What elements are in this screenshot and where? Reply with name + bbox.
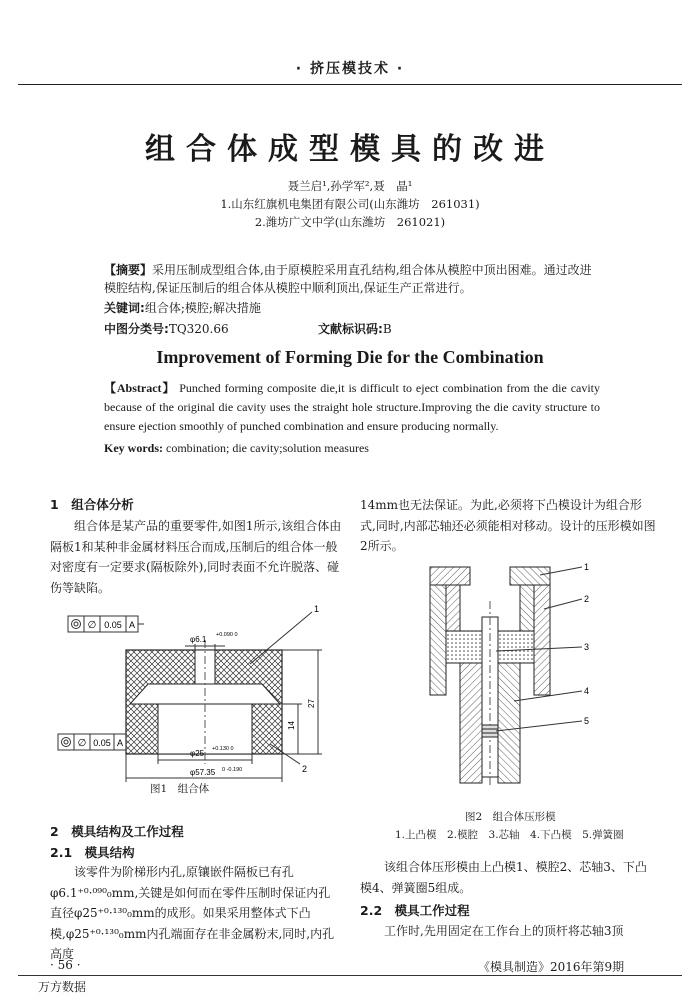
column-header: · 挤压模技术 · <box>295 61 405 77</box>
svg-text:1: 1 <box>314 604 320 614</box>
figure-2-drawing <box>410 561 600 803</box>
svg-text:27: 27 <box>307 699 316 708</box>
svg-text:0.05: 0.05 <box>104 620 122 630</box>
keywords-en: Key words: combination; die cavity;solution measures <box>104 441 369 455</box>
figure-2-parts-legend: 1.上凸模 2.模腔 3.芯轴 4.下凸模 5.弹簧圈 <box>395 829 624 841</box>
classification-number: 中图分类号:TQ320.66 <box>104 322 229 336</box>
figure-1-drawing <box>50 604 350 804</box>
svg-text:φ57.35: φ57.35 <box>190 768 216 777</box>
affiliation-2: 2.潍坊广文中学(山东潍坊 261021) <box>254 215 446 229</box>
section-2-heading: 2 模具结构及工作过程 <box>50 824 184 839</box>
tolerance-frame-top <box>68 616 144 632</box>
svg-text:A: A <box>128 620 136 630</box>
abstract-cn <box>104 261 600 297</box>
core-shaft <box>482 601 498 786</box>
right-paragraph-2: 该组合体压形模由上凸模1、模腔2、芯轴3、下凸模4、弹簧圈5组成。 <box>360 860 647 895</box>
svg-text:1: 1 <box>584 562 590 572</box>
svg-text:0.05: 0.05 <box>93 738 111 748</box>
article-title: 组合体成型模具的改进 <box>145 132 555 167</box>
figure-1-caption: 图1 组合体 <box>150 783 210 795</box>
journal-issue: 《模具制造》2016年第9期 <box>478 960 625 974</box>
authors: 聂兰启¹,孙学军²,聂 晶¹ <box>287 179 413 193</box>
footer-rule <box>18 975 682 976</box>
svg-text:+0.090 0: +0.090 0 <box>216 632 238 638</box>
svg-text:φ6.1: φ6.1 <box>190 635 207 644</box>
section-1-paragraph: 组合体是某产品的重要零件,如图1所示,该组合体由隔板1和某种非金属材料压合而成,压制后的组合体一般对密度有一定要求(隔板除外),同时表面不允许脱落、碰伤等缺陷。 <box>50 519 342 595</box>
combination-part <box>126 640 282 764</box>
tolerance-frame-bottom <box>58 734 126 750</box>
svg-text:∅: ∅ <box>87 620 97 631</box>
svg-text:14: 14 <box>287 721 296 730</box>
affiliation-1: 1.山东红旗机电集团有限公司(山东潍坊 261031) <box>220 197 480 211</box>
section-2-1-heading: 2.1 模具结构 <box>50 845 135 860</box>
svg-text:φ25: φ25 <box>190 749 205 758</box>
header-rule <box>18 84 682 85</box>
section-1-heading: 1 组合体分析 <box>50 497 134 512</box>
spring-ring <box>482 725 498 737</box>
svg-text:A: A <box>116 738 124 748</box>
right-paragraph-1: 14mm也无法保证。为此,必须将下凸模设计为组合形式,同时,内部芯轴还必须能相对移动。设计的压形模如图2所示。 <box>360 498 656 553</box>
svg-text:2: 2 <box>584 594 590 604</box>
english-title: Improvement of Forming Die for the Combination <box>156 347 544 367</box>
right-paragraph-3: 工作时,先用固定在工作台上的顶杆将芯轴3顶 <box>360 924 624 938</box>
abstract-cn-label: 【摘要】 <box>104 263 153 277</box>
svg-text:0 -0.190: 0 -0.190 <box>222 767 243 773</box>
svg-text:4: 4 <box>584 686 590 696</box>
svg-text:3: 3 <box>584 642 590 652</box>
keywords-cn: 关键词:组合体;模腔;解决措施 <box>104 301 261 315</box>
page-number: · 56 · <box>50 958 81 972</box>
watermark-text: 万方数据 <box>38 980 87 994</box>
figure-2-caption: 图2 组合体压形模 <box>465 811 556 823</box>
abstract-cn-text: 采用压制成型组合体,由于原模腔采用直孔结构,组合体从模腔中顶出困难。通过改进模腔结构,保证压制后的组合体从模腔中顺利顶出,保证生产正常进行。 <box>104 263 592 295</box>
svg-text:∅: ∅ <box>77 738 87 749</box>
svg-text:+0.130 0: +0.130 0 <box>212 746 234 752</box>
document-code: 文献标识码:B <box>318 322 392 336</box>
abstract-en: 【Abstract】 Punched forming composite die,it is difficult to eject combination from the die cavity because of the original die cavity uses the straight hole structure.Improving the die cavity structure to ensure ejection smoothly of punched combination and ensure producing normally. <box>104 381 601 433</box>
section-2-2-heading: 2.2 模具工作过程 <box>360 903 470 918</box>
section-2-1-paragraph: 该零件为阶梯形内孔,原镶嵌件隔板已有孔φ6.1⁺⁰·⁰⁹⁰₀mm,关键是如何而在零件压制时保证内孔直径φ25⁺⁰·¹³⁰₀mm的成形。如果采用整体式下凸模,φ25⁺⁰·¹³⁰₀mm内孔端面存在非金属粉末,同时,内孔高度 <box>50 865 335 961</box>
svg-text:2: 2 <box>302 764 308 774</box>
svg-text:5: 5 <box>584 716 590 726</box>
